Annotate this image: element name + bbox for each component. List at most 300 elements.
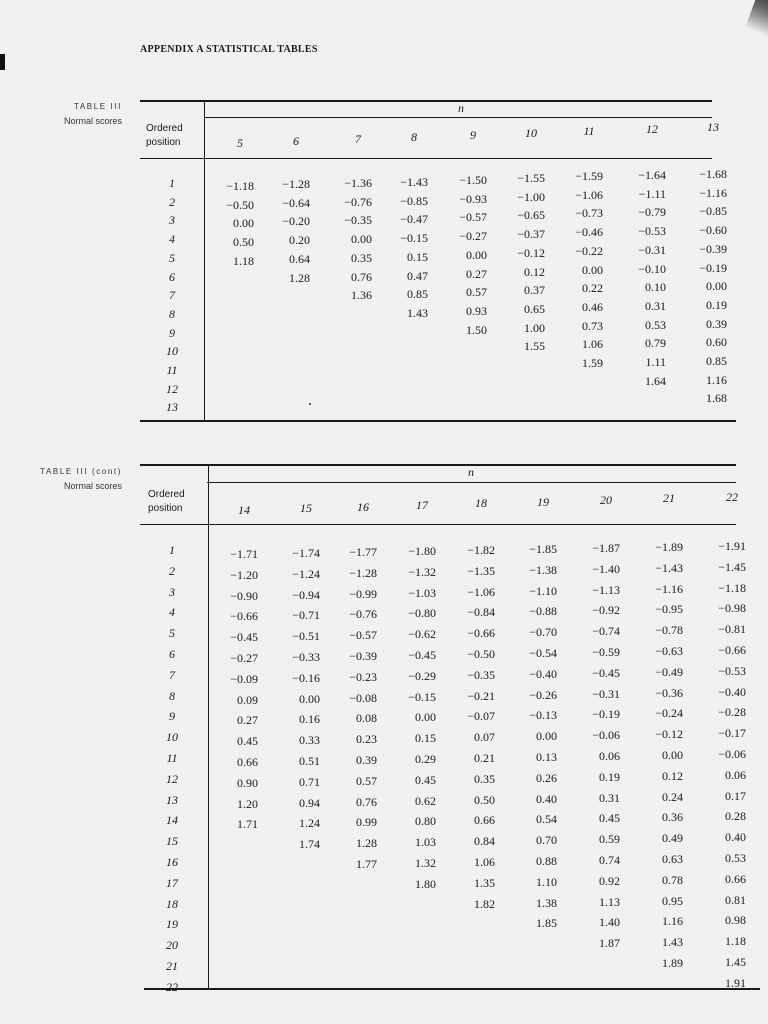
table1-cell: −0.20: [282, 214, 310, 229]
table1-position: 2: [169, 194, 175, 209]
table1-cell: 0.00: [582, 262, 603, 277]
table1-position: 13: [166, 400, 178, 415]
table1-cell: −0.57: [459, 210, 487, 225]
table1-cell: −0.31: [638, 242, 666, 257]
table2-position: 6: [169, 647, 175, 661]
table2-cell: 0.17: [725, 788, 746, 803]
table1-n-label: n: [458, 101, 464, 115]
table2-cell: 0.19: [599, 769, 620, 784]
table2-cell: −1.82: [467, 543, 495, 557]
table2-cell: −0.16: [292, 670, 320, 685]
table1-cell: 0.37: [524, 283, 545, 298]
table1-cell: 0.85: [706, 354, 727, 369]
table1-cell: 0.31: [645, 298, 666, 313]
table1-cell: 1.06: [582, 337, 603, 352]
table2-cell: 0.49: [662, 831, 683, 846]
table2-column: [507, 539, 557, 934]
table1-n-header: 10: [525, 126, 537, 140]
table1-cell: −1.50: [459, 173, 487, 187]
table2-side-label: [8, 465, 122, 493]
table1-side-label: [20, 100, 122, 128]
table2-cell: 0.00: [662, 747, 683, 762]
table2-cell: 0.74: [599, 852, 620, 867]
table2-header-rule: [140, 524, 736, 525]
table2-cell: 0.12: [662, 768, 683, 783]
table1-cell: 0.00: [233, 216, 254, 231]
table1-cell: 0.00: [466, 247, 487, 262]
running-head: APPENDIX A STATISTICAL TABLES: [140, 44, 318, 55]
table1-cell: 1.64: [645, 373, 666, 388]
table1-cell: 0.73: [582, 318, 603, 333]
table2-cell: −0.45: [592, 665, 620, 680]
table1-cell: 1.16: [706, 372, 727, 387]
table1-column: [677, 165, 727, 408]
table1-position: 4: [169, 232, 175, 247]
table1-caption: Normal scores: [63, 116, 122, 126]
table1-cell: 0.65: [524, 301, 545, 316]
table2-cell: −1.80: [408, 544, 436, 558]
table2-cell: −0.71: [292, 608, 320, 623]
table1-cell: 0.79: [645, 336, 666, 351]
table2-cell: −1.28: [349, 565, 377, 580]
table2-cell: −0.74: [592, 624, 620, 639]
table2-cell: −0.66: [230, 609, 258, 624]
table1-cell: −0.46: [575, 225, 603, 240]
table1-cell: −0.22: [575, 243, 603, 258]
table2-cell: −0.06: [592, 728, 620, 743]
table2-cell: −0.15: [408, 689, 436, 704]
table2-cell: −0.36: [655, 685, 683, 700]
table2-cell: −0.29: [408, 668, 436, 683]
table2-cell: 0.24: [662, 789, 683, 804]
table1-cell: 1.00: [524, 320, 545, 335]
table1-position: 5: [169, 250, 175, 265]
table2-cell: −0.78: [655, 623, 683, 638]
table1-position: 3: [169, 213, 175, 228]
table1-cell: 0.60: [706, 335, 727, 350]
table2-cell: −1.24: [292, 566, 320, 581]
table2-position: 8: [169, 688, 175, 703]
table2-n-header: 18: [475, 496, 487, 510]
table2-cell: −1.16: [655, 581, 683, 596]
table2-column: [327, 542, 377, 875]
table2-cell: 0.81: [725, 892, 746, 907]
table1-cell: −0.65: [517, 208, 545, 223]
table2-column: [696, 536, 746, 994]
table1-cell: 0.15: [407, 249, 428, 264]
table2-position: 11: [166, 751, 178, 765]
table2-cell: 1.35: [474, 875, 495, 890]
table2-ordered-header: [148, 488, 185, 516]
table2-bottom-rule: [144, 988, 760, 990]
table2-cell: −0.40: [718, 684, 746, 699]
table2-cell: −0.98: [718, 601, 746, 616]
table2-cell: −0.50: [467, 646, 495, 661]
table2-cell: −1.85: [529, 542, 557, 556]
table2-cell: −0.88: [529, 604, 557, 619]
table1-bottom-rule: [140, 420, 736, 422]
table1-cell: −1.68: [699, 167, 727, 181]
table1-cell: −0.60: [699, 223, 727, 238]
table1-cell: −0.12: [517, 245, 545, 260]
table2-cell: 0.78: [662, 872, 683, 887]
table2-cell: 0.36: [662, 810, 683, 825]
table2-column: [633, 537, 683, 974]
table2-cell: 0.50: [474, 792, 495, 807]
table2-cell: 0.76: [356, 794, 377, 809]
table2-cell: −0.35: [467, 667, 495, 682]
table2-cell: −0.24: [655, 706, 683, 721]
table2-cell: −1.03: [408, 585, 436, 600]
table2-cell: 0.29: [415, 751, 436, 766]
table2-cell: −0.33: [292, 649, 320, 664]
table1-column: [553, 167, 603, 373]
table2-cell: 0.51: [299, 753, 320, 768]
table1-cell: 0.12: [524, 264, 545, 279]
table2-cell: 1.28: [356, 836, 377, 851]
table2-cell: −0.06: [718, 746, 746, 761]
table2-cell: −0.08: [349, 690, 377, 705]
table1-cell: −1.11: [638, 186, 666, 201]
table2-cell: −0.21: [467, 688, 495, 703]
table2-cell: −0.84: [467, 605, 495, 620]
table2-position: 15: [166, 834, 178, 849]
table2-cell: −1.45: [718, 559, 746, 574]
table2-cell: 0.90: [237, 775, 258, 790]
table2-ordered-header-line1: Ordered: [148, 489, 185, 500]
table1-n-header: 13: [707, 120, 719, 134]
table2-cell: −1.06: [467, 584, 495, 599]
table1-cell: −1.16: [699, 185, 727, 200]
table2-cell: 1.87: [599, 936, 620, 951]
table2-cell: −0.76: [349, 607, 377, 622]
table2-label: TABLE III (cont): [40, 467, 122, 476]
table1-column: [322, 174, 372, 305]
table2-cell: 0.31: [599, 790, 620, 805]
table2-cell: −0.39: [349, 648, 377, 663]
table2-cell: −0.31: [592, 686, 620, 701]
table1-label: TABLE III: [73, 102, 122, 111]
table1-cell: −0.37: [517, 227, 545, 242]
table2-cell: 0.40: [536, 791, 557, 806]
table1-cell: −0.64: [282, 195, 310, 210]
table1-cell: −1.59: [575, 169, 603, 183]
table2-cell: 0.06: [599, 748, 620, 763]
table2-position: 7: [169, 667, 175, 682]
table1-cell: 0.00: [706, 279, 727, 294]
table2-cell: 0.92: [599, 873, 620, 888]
table2-cell: 0.07: [474, 730, 495, 745]
table1-n-header: 5: [237, 136, 243, 150]
table2-cell: −1.89: [655, 540, 683, 554]
table1-cell: −1.43: [400, 175, 428, 189]
table2-cell: −0.49: [655, 664, 683, 679]
table2-column: [208, 544, 258, 835]
table2-cell: 0.45: [237, 734, 258, 749]
table2-cell: −1.74: [292, 546, 320, 560]
table1-ordered-header-line1: Ordered: [146, 123, 183, 134]
table2-cell: −0.23: [349, 669, 377, 684]
table1-n-header: 9: [470, 128, 476, 142]
table1-column: [260, 175, 310, 287]
table2-cell: 0.45: [415, 772, 436, 787]
table2-cell: 0.35: [474, 771, 495, 786]
table2-cell: 0.15: [415, 731, 436, 746]
table1-cell: −0.15: [400, 231, 428, 246]
table2-cell: 0.33: [299, 733, 320, 748]
table2-cell: −0.40: [529, 666, 557, 681]
table2-cell: −0.70: [529, 625, 557, 640]
table2-cell: −0.92: [592, 603, 620, 618]
table2-cell: 0.21: [474, 750, 495, 765]
table2-cell: 1.82: [474, 896, 495, 911]
table1-n-header: 11: [583, 124, 595, 138]
table2-cell: 0.00: [415, 710, 436, 725]
table1-cell: 0.47: [407, 268, 428, 283]
table2-cell: −1.77: [349, 545, 377, 559]
table1-cell: −0.79: [638, 205, 666, 220]
table2-cell: −1.91: [718, 539, 746, 553]
table1-cell: −0.39: [699, 241, 727, 256]
table1-cell: 0.76: [351, 269, 372, 284]
table1-cell: 0.19: [706, 297, 727, 312]
table1-top-rule: [140, 100, 712, 102]
table2-cell: 1.13: [599, 894, 620, 909]
table2-n-header: 14: [238, 503, 250, 517]
table1-ordered-header: [146, 122, 183, 150]
table1-cell: 0.20: [289, 233, 310, 248]
table1-cell: −0.19: [699, 260, 727, 275]
table2-cell: −1.18: [718, 580, 746, 595]
table2-cell: −1.40: [592, 561, 620, 576]
table2-n-rule: [207, 482, 736, 483]
table1-cell: −0.27: [459, 229, 487, 244]
table2-cell: 0.40: [725, 830, 746, 845]
table2-cell: −0.51: [292, 629, 320, 644]
table2-cell: 1.38: [536, 895, 557, 910]
table2-cell: −0.66: [718, 642, 746, 657]
table2-cell: −0.13: [529, 708, 557, 723]
table2-cell: 1.71: [237, 817, 258, 832]
table2-cell: −0.54: [529, 645, 557, 660]
table2-cell: −1.13: [592, 582, 620, 597]
table2-cell: −0.45: [230, 630, 258, 645]
table1-cell: 0.35: [351, 250, 372, 265]
table2-cell: 1.89: [662, 955, 683, 970]
table1-cell: −0.85: [400, 193, 428, 208]
table1-cell: −0.76: [344, 194, 372, 209]
table1-cell: −0.50: [226, 197, 254, 212]
table2-cell: 1.03: [415, 835, 436, 850]
table1-cell: 1.43: [407, 305, 428, 320]
table1-cell: −1.64: [638, 168, 666, 182]
table2-cell: −0.07: [467, 709, 495, 724]
table2-position: 13: [166, 792, 178, 807]
table2-cell: −1.35: [467, 563, 495, 578]
table1-position: 1: [169, 176, 175, 190]
table2-cell: 0.00: [536, 729, 557, 744]
table1-cell: −0.93: [459, 191, 487, 206]
page-edge-mark: [0, 54, 5, 70]
table1-n-header: 7: [355, 132, 361, 146]
table2-cell: −1.20: [230, 567, 258, 582]
table2-cell: 1.45: [725, 954, 746, 969]
table1-cell: −1.06: [575, 187, 603, 202]
table2-cell: 0.98: [725, 913, 746, 928]
table2-cell: −0.45: [408, 647, 436, 662]
table2-n-label: n: [468, 465, 474, 479]
table2-position: 17: [166, 875, 178, 890]
table1-cell: 0.00: [351, 232, 372, 247]
table1-cell: 1.28: [289, 270, 310, 285]
table2-position: 10: [166, 730, 178, 745]
table2-cell: 0.57: [356, 773, 377, 788]
table2-n-header: 16: [357, 500, 369, 514]
table2-position: 9: [169, 709, 175, 724]
table2-cell: 1.32: [415, 855, 436, 870]
table1-position: 10: [166, 344, 178, 359]
table1-cell: 0.53: [645, 317, 666, 332]
table1-position: 7: [169, 288, 175, 303]
table2-cell: 0.00: [299, 691, 320, 706]
table2-cell: 0.80: [415, 814, 436, 829]
table2-cell: −1.38: [529, 562, 557, 577]
table2-cell: 0.28: [725, 809, 746, 824]
table1-ordered-header-line2: position: [146, 137, 181, 148]
table2-cell: 0.66: [474, 813, 495, 828]
table2-cell: −0.66: [467, 626, 495, 641]
table1-cell: 0.10: [645, 280, 666, 295]
table1-column: [378, 173, 428, 323]
table2-n-header: 21: [663, 491, 675, 505]
table2-cell: 0.45: [599, 811, 620, 826]
table2-cell: 0.26: [536, 770, 557, 785]
table2-cell: 0.63: [662, 851, 683, 866]
table2-n-header: 15: [300, 501, 312, 515]
table2-position: 20: [166, 938, 178, 953]
table2-cell: 1.43: [662, 935, 683, 950]
table1-cell: 0.93: [466, 303, 487, 318]
table1-column: [495, 169, 545, 356]
table2-cell: 0.59: [599, 832, 620, 847]
table1-cell: −1.55: [517, 171, 545, 185]
table2-cell: 1.20: [237, 796, 258, 811]
table2-cell: −0.94: [292, 587, 320, 602]
table2-n-header: 17: [416, 498, 428, 512]
table2-caption: Normal scores: [63, 481, 122, 491]
table2-cell: 0.99: [356, 815, 377, 830]
table2-cell: −0.09: [230, 671, 258, 686]
table2-cell: −0.53: [718, 663, 746, 678]
table2-position: 19: [166, 917, 178, 932]
table2-cell: 0.06: [725, 767, 746, 782]
table2-cell: −0.62: [408, 627, 436, 642]
table1-column: [437, 171, 487, 339]
table2-cell: −1.43: [655, 560, 683, 575]
table2-cell: −0.81: [718, 622, 746, 637]
table2-position: 4: [169, 605, 175, 620]
table2-column: [270, 543, 320, 855]
table2-cell: −0.19: [592, 707, 620, 722]
table1-n-header: 12: [646, 122, 658, 136]
table2-cell: −0.17: [718, 726, 746, 741]
table2-position: 22: [166, 979, 178, 994]
table1-n-header: 6: [293, 134, 299, 148]
table2-cell: 0.39: [356, 752, 377, 767]
table2-position: 12: [166, 771, 178, 786]
table2-cell: 0.94: [299, 795, 320, 810]
table1-cell: 0.27: [466, 266, 487, 281]
table1-cell: −0.73: [575, 206, 603, 221]
table2-n-header: 22: [726, 490, 738, 504]
table2-column: [386, 541, 436, 895]
table1-cell: 0.57: [466, 285, 487, 300]
table2-top-rule: [140, 464, 736, 466]
table2-cell: 1.10: [536, 874, 557, 889]
table1-cell: −0.10: [638, 261, 666, 276]
table2-cell: 1.77: [356, 856, 377, 871]
table1-position: 9: [169, 325, 175, 340]
table2-cell: 0.27: [237, 713, 258, 728]
table2-cell: −0.90: [230, 588, 258, 603]
table2-cell: 1.74: [299, 837, 320, 852]
table1-cell: −0.35: [344, 213, 372, 228]
table1-n-rule: [205, 117, 712, 118]
table1-position: 6: [169, 269, 175, 284]
table2-cell: 0.62: [415, 793, 436, 808]
table2-n-header: 19: [537, 495, 549, 509]
table1-cell: 1.11: [645, 355, 666, 370]
table2-cell: 0.95: [662, 893, 683, 908]
table2-cell: 1.85: [536, 916, 557, 931]
table2-ordered-header-line2: position: [148, 503, 183, 514]
table1-cell: −1.36: [344, 176, 372, 190]
table1-header-rule: [140, 158, 712, 159]
table1-cell: 1.18: [233, 253, 254, 268]
table1-n-header: 8: [411, 130, 417, 144]
table2-cell: −0.27: [230, 650, 258, 665]
table2-cell: 1.16: [662, 914, 683, 929]
table1-cell: 1.68: [706, 391, 727, 406]
table2-cell: −0.63: [655, 643, 683, 658]
table2-cell: −0.95: [655, 602, 683, 617]
table2-column: [445, 540, 495, 914]
table2-position: 3: [169, 584, 175, 599]
table1-position: 11: [166, 363, 178, 377]
table2-cell: −0.12: [655, 727, 683, 742]
table1-column: [616, 166, 666, 390]
table2-cell: 0.88: [536, 853, 557, 868]
table2-position: 5: [169, 626, 175, 641]
table2-cell: 1.40: [599, 915, 620, 930]
table1-column: [204, 177, 254, 271]
table2-position: 1: [169, 543, 175, 557]
table1-cell: −1.28: [282, 177, 310, 191]
table1-cell: 1.50: [466, 322, 487, 337]
table1-cell: 1.59: [582, 356, 603, 371]
table2-cell: 0.70: [536, 833, 557, 848]
table1-cell: 0.64: [289, 251, 310, 266]
table1-cell: 1.55: [524, 339, 545, 354]
table2-cell: 0.16: [299, 712, 320, 727]
table2-cell: 0.08: [356, 711, 377, 726]
table2-cell: 0.66: [237, 754, 258, 769]
table2-cell: 1.24: [299, 816, 320, 831]
table2-cell: −1.32: [408, 564, 436, 579]
table1-position: 12: [166, 381, 178, 396]
table1-cell: −0.47: [400, 212, 428, 227]
table2-position: 21: [166, 959, 178, 973]
